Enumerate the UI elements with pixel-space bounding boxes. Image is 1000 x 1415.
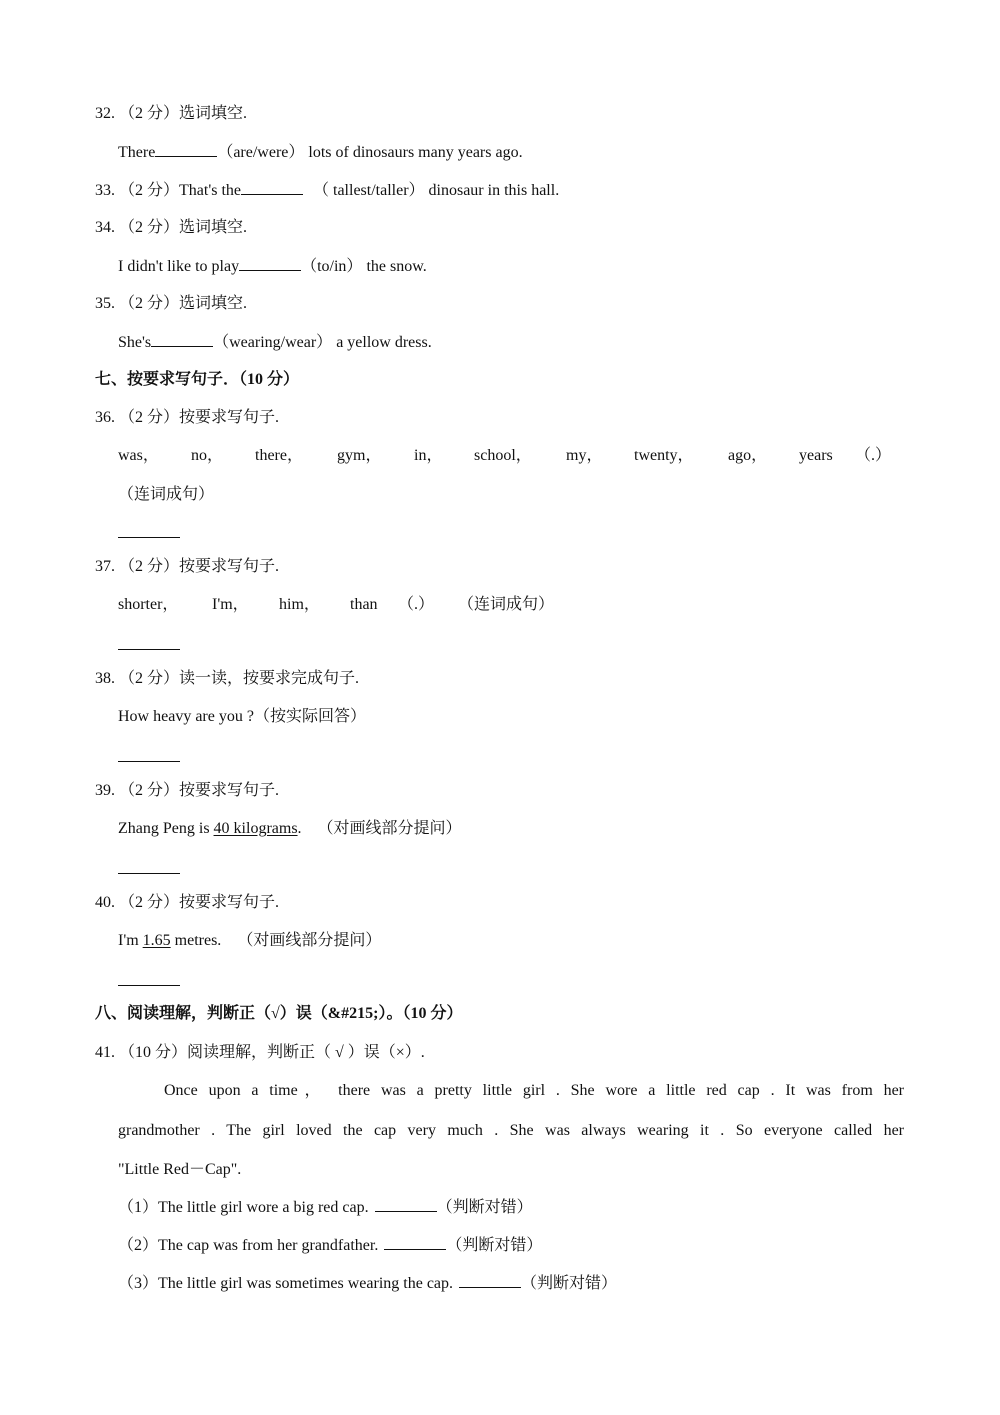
question-number: 38. bbox=[95, 670, 115, 687]
answer-blank[interactable] bbox=[151, 332, 213, 347]
question-40-body bbox=[118, 931, 381, 951]
question-points: （2 分）按要求写句子. bbox=[119, 409, 280, 426]
scrambled-word: him， bbox=[279, 596, 320, 613]
judgement-statement: （3）The little girl was sometimes wearing the cap. bbox=[118, 1275, 454, 1292]
judgement-statement: （2）The cap was from her grandfather. bbox=[118, 1237, 379, 1254]
scrambled-word: twenty， bbox=[634, 447, 694, 464]
judgement-item bbox=[118, 1235, 542, 1256]
question-points: （10 分）阅读理解，判断正（ √ ）误（×）. bbox=[119, 1044, 425, 1061]
question-points: （2 分）按要求写句子. bbox=[119, 558, 280, 575]
scrambled-word: was， bbox=[118, 447, 159, 464]
sentence-prefix: I didn't like to play bbox=[118, 258, 240, 275]
question-number: 39. bbox=[95, 782, 115, 799]
question-39-header bbox=[95, 781, 279, 801]
sentence-suffix: metres. bbox=[170, 932, 222, 949]
question-32-header bbox=[95, 104, 247, 124]
answer-blank[interactable] bbox=[459, 1273, 521, 1288]
question-35-header bbox=[95, 294, 247, 314]
question-39-body bbox=[118, 819, 462, 839]
answer-line[interactable] bbox=[118, 649, 180, 650]
answer-blank[interactable] bbox=[384, 1235, 446, 1250]
question-34-header bbox=[95, 218, 247, 238]
instruction-note: （连词成句） bbox=[118, 486, 215, 503]
judgement-item bbox=[118, 1273, 617, 1294]
sentence-prefix: Zhang Peng is bbox=[118, 820, 214, 837]
question-text: How heavy are you ? bbox=[118, 708, 254, 725]
word-options: （to/in） bbox=[301, 258, 363, 275]
question-38-header bbox=[95, 669, 359, 689]
scrambled-word: years bbox=[799, 447, 833, 464]
question-40-header bbox=[95, 893, 279, 913]
scrambled-word: than bbox=[350, 596, 378, 613]
passage-line: "Little Red－Cap". bbox=[118, 1161, 242, 1178]
scrambled-word: school， bbox=[474, 447, 532, 464]
sentence-suffix: dinosaur in this hall. bbox=[428, 182, 560, 199]
scrambled-word: shorter， bbox=[118, 596, 179, 613]
question-number: 41. bbox=[95, 1044, 115, 1061]
question-number: 36. bbox=[95, 409, 115, 426]
instruction-note: （连词成句） bbox=[458, 596, 555, 613]
question-number: 37. bbox=[95, 558, 115, 575]
question-points: （2 分）选词填空. bbox=[119, 105, 248, 122]
instruction-note: （对画线部分提问） bbox=[317, 820, 462, 837]
sentence-suffix: the snow. bbox=[366, 258, 427, 275]
section-7-title: 七、按要求写句子．（10 分） bbox=[95, 371, 300, 388]
instruction-note: （判断对错） bbox=[446, 1237, 543, 1254]
question-number: 34. bbox=[95, 219, 115, 236]
scrambled-word: I'm， bbox=[212, 596, 249, 613]
instruction-note: （对画线部分提问） bbox=[237, 932, 382, 949]
word-options: （are/were） bbox=[217, 144, 305, 161]
scrambled-word: （.） bbox=[855, 447, 892, 464]
answer-line[interactable] bbox=[118, 985, 180, 986]
question-37-header bbox=[95, 557, 279, 577]
question-38-body bbox=[118, 707, 366, 727]
sentence-suffix: a yellow dress. bbox=[336, 334, 432, 351]
question-34-body bbox=[118, 256, 427, 277]
sentence-suffix: . bbox=[297, 820, 302, 837]
sentence-prefix: That's the bbox=[179, 182, 241, 199]
passage-line: grandmother . The girl loved the cap very much . She was always wearing it . So everyone called her bbox=[118, 1122, 904, 1139]
scrambled-word: gym， bbox=[337, 447, 382, 464]
scrambled-word: no， bbox=[191, 447, 224, 464]
sentence-suffix: lots of dinosaurs many years ago. bbox=[308, 144, 523, 161]
scrambled-word: my， bbox=[566, 447, 603, 464]
scrambled-word: in， bbox=[414, 447, 443, 464]
scrambled-word: there， bbox=[255, 447, 303, 464]
sentence-prefix: There bbox=[118, 144, 156, 161]
answer-line[interactable] bbox=[118, 761, 180, 762]
instruction-note: （判断对错） bbox=[521, 1275, 618, 1292]
instruction-note: （判断对错） bbox=[436, 1199, 533, 1216]
question-points: （2 分）按要求写句子. bbox=[119, 894, 280, 911]
sentence-prefix: She's bbox=[118, 334, 152, 351]
answer-blank[interactable] bbox=[155, 142, 217, 157]
question-points: （2 分）按要求写句子. bbox=[119, 782, 280, 799]
question-points: （2 分） bbox=[119, 182, 180, 199]
answer-blank[interactable] bbox=[375, 1197, 437, 1212]
question-32-body bbox=[118, 142, 523, 163]
sentence-prefix: I'm bbox=[118, 932, 143, 949]
question-33 bbox=[95, 180, 559, 201]
scrambled-word: （.） bbox=[398, 596, 435, 613]
judgement-item bbox=[118, 1197, 533, 1218]
underlined-phrase: 40 kilograms bbox=[213, 820, 298, 837]
answer-line[interactable] bbox=[118, 873, 180, 874]
question-number: 35. bbox=[95, 295, 115, 312]
passage-line: Once upon a time， there was a pretty little girl . She wore a little red cap . It was from her bbox=[164, 1082, 905, 1099]
question-35-body bbox=[118, 332, 432, 353]
answer-blank[interactable] bbox=[241, 180, 303, 195]
word-options: （wearing/wear） bbox=[213, 334, 333, 351]
question-points: （2 分）选词填空. bbox=[119, 295, 248, 312]
question-41-header bbox=[95, 1043, 425, 1063]
question-points: （2 分）读一读，按要求完成句子. bbox=[119, 670, 360, 687]
question-points: （2 分）选词填空. bbox=[119, 219, 248, 236]
question-36-header bbox=[95, 408, 279, 428]
question-number: 33. bbox=[95, 182, 115, 199]
judgement-statement: （1）The little girl wore a big red cap. bbox=[118, 1199, 369, 1216]
question-number: 40. bbox=[95, 894, 115, 911]
word-options: （ tallest/taller） bbox=[313, 182, 425, 199]
underlined-phrase: 1.65 bbox=[142, 932, 171, 949]
section-8-title: 八、阅读理解，判断正（√）误（&#215;）。（10 分） bbox=[95, 1005, 463, 1022]
answer-line[interactable] bbox=[118, 537, 180, 538]
question-number: 32. bbox=[95, 105, 115, 122]
scrambled-word: ago， bbox=[728, 447, 768, 464]
answer-blank[interactable] bbox=[239, 256, 301, 271]
instruction-note: （按实际回答） bbox=[253, 708, 366, 725]
